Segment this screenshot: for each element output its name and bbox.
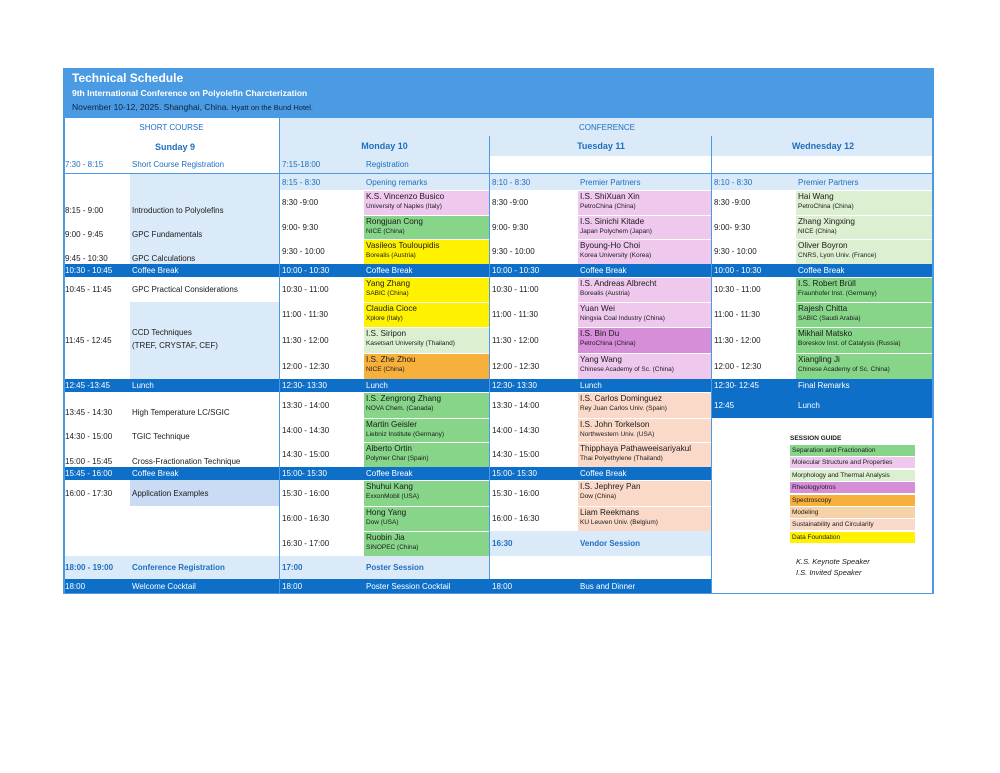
speaker-affiliation: SABIC (China): [366, 290, 409, 297]
speaker-affiliation: Xplore (Italy): [366, 315, 403, 322]
mon-talk-11-time: 15:30 - 16:00: [282, 488, 330, 498]
wed-open-label: Premier Partners: [796, 174, 934, 190]
mon-talk-2: [364, 215, 490, 239]
sc-s8-time: 15:00 - 15:45: [65, 457, 113, 466]
speaker-affiliation: Rey Juan Carlos Univ. (Spain): [580, 405, 667, 412]
grid-line: [63, 593, 934, 594]
sc-s5-sublabel: (TREF, CRYSTAF, CEF): [132, 341, 218, 350]
tue-talk-5: [578, 302, 712, 327]
tue-talk-3-time: 9:30 - 10:00: [492, 247, 535, 256]
speaker-name: Alberto Ortin: [366, 444, 412, 453]
tue-talk-1: [578, 190, 712, 215]
speaker-name: Martin Geisler: [366, 420, 417, 429]
speaker-name: Vasileos Touloupidis: [366, 241, 440, 250]
tue-cb1-label: Coffee Break: [578, 264, 712, 277]
mon-talk-11: [364, 480, 490, 506]
tue-talk-2: [578, 215, 712, 239]
wed-talk-1-time: 8:30 -9:00: [714, 198, 751, 207]
mon-lunch-time: 12:30- 13:30: [280, 379, 364, 392]
conference-name: 9th International Conference on Polyolefin Charcterization: [72, 88, 308, 98]
mon-talk-4: [364, 277, 490, 302]
grid-line: [489, 136, 490, 579]
mon-open-time: 8:15 - 8:30: [280, 174, 364, 190]
mon-talk-7-time: 12:00 - 12:30: [282, 361, 330, 371]
speaker-affiliation: Borealis (Austria): [580, 290, 630, 297]
speaker-affiliation: Ningxia Coal Industry (China): [580, 315, 665, 322]
wed-talk-3: [796, 239, 934, 264]
speaker-affiliation: NOVA Chem. (Canada): [366, 405, 434, 412]
mon-cb1-time: 10:00 - 10:30: [280, 264, 364, 277]
mon-poster-label: Poster Session: [364, 556, 490, 579]
sc-s3-label: GPC Calculations: [132, 254, 196, 263]
speaker-name: I.S. John Torkelson: [580, 420, 650, 429]
mon-talk-9: [364, 418, 490, 442]
sc-creg-label: Conference Registration: [130, 556, 280, 579]
guide-modeling: Modeling: [790, 507, 915, 518]
speaker-affiliation: NICE (China): [798, 228, 837, 235]
mon-talk-1-time: 8:30 -9:00: [282, 198, 319, 207]
speaker-affiliation: Chinese Academy of Sc. (China): [580, 366, 674, 373]
wed-talk-7: [796, 353, 934, 379]
tue-talk-10: [578, 442, 712, 467]
mon-talk-1: [364, 190, 490, 215]
tue-lunch-time: 12:30- 13:30: [490, 379, 578, 392]
tue-talk-7-time: 12:00 - 12:30: [492, 361, 540, 371]
sc-lunch-time: 12:45 -13:45: [63, 379, 130, 392]
sc-cb1-label: Coffee Break: [130, 264, 280, 277]
mon-reg-label: Registration: [364, 156, 490, 173]
speaker-affiliation: Thai Polyethylene (Thailand): [580, 455, 663, 462]
speaker-name: I.S. ShiXuan Xin: [580, 192, 640, 201]
wed-talk-5-time: 11:00 - 11:30: [714, 310, 760, 319]
sc-reg-label: Short Course Registration: [132, 160, 225, 169]
mon-talk-3-time: 9:30 - 10:00: [282, 247, 325, 256]
tue-talk-2-time: 9:00- 9:30: [492, 222, 529, 232]
day-monday: Monday 10: [280, 136, 489, 156]
grid-line: [279, 118, 280, 594]
mon-cb2-label: Coffee Break: [364, 467, 490, 480]
tue-talk-10-time: 14:30 - 15:00: [492, 450, 540, 459]
speaker-affiliation: KU Leuven Univ. (Belgium): [580, 519, 658, 526]
conference-dates: November 10-12, 2025. Shanghai, China.: [72, 102, 229, 112]
speaker-affiliation: NICE (China): [366, 228, 405, 235]
speaker-name: Ruobin Jia: [366, 533, 405, 542]
section-conference: CONFERENCE: [280, 118, 934, 136]
speaker-name: Claudia Cioce: [366, 304, 417, 313]
speaker-name: Hai Wang: [798, 192, 834, 201]
tue-bus-label: Bus and Dinner: [578, 579, 712, 593]
sc-creg-time: 18:00 - 19:00: [63, 556, 130, 579]
speaker-affiliation: SINOPEC (China): [366, 544, 419, 551]
guide-sustainability: Sustainability and Circularity: [790, 519, 915, 530]
speaker-name: Rongjuan Cong: [366, 217, 423, 226]
mon-talk-6-time: 11:30 - 12:00: [282, 335, 329, 345]
tue-talk-11: [578, 480, 712, 506]
speaker-affiliation: Fraunhofer Inst. (Germany): [798, 290, 877, 297]
schedule-header: [63, 68, 934, 118]
speaker-name: Liam Reekmans: [580, 508, 640, 517]
mon-poster-time: 17:00: [280, 556, 364, 579]
tue-open-time: 8:10 - 8:30: [490, 174, 578, 190]
speaker-affiliation: Polymer Char (Spain): [366, 455, 429, 462]
speaker-affiliation: CNRS, Lyon Univ. (France): [798, 252, 877, 259]
mon-talk-5-time: 11:00 - 11:30: [282, 310, 328, 319]
mon-cb1-label: Coffee Break: [364, 264, 490, 277]
sc-cb2-time: 15:45 - 16:00: [63, 467, 130, 480]
tue-lunch-label: Lunch: [578, 379, 712, 392]
tue-talk-8: [578, 392, 712, 418]
sc-s5-label: CCD Techniques: [132, 328, 192, 337]
sc-s7-label: TGIC Technique: [132, 432, 190, 441]
speaker-affiliation: Liebniz Institute (Germany): [366, 431, 445, 438]
speaker-affiliation: Dow (USA): [366, 519, 399, 526]
speaker-affiliation: NICE (China): [366, 366, 405, 373]
grid-line: [63, 173, 934, 174]
mon-talk-10: [364, 442, 490, 467]
sc-cb2-label: Coffee Break: [130, 467, 280, 480]
speaker-affiliation: Kasetsart University (Thailand): [366, 340, 455, 347]
conference-venue: Hyatt on the Bund Hotel.: [231, 103, 313, 112]
tue-vendor-label: Vendor Session: [578, 531, 712, 556]
sc-s5-time: 11:45 - 12:45: [65, 336, 112, 345]
tue-bus-time: 18:00: [490, 579, 578, 593]
guide-spectroscopy: Spectroscopy: [790, 495, 915, 506]
sc-wc-label: Welcome Cocktail: [130, 579, 280, 593]
day-tuesday: Tuesday 11: [490, 136, 712, 156]
wed-talk-7-time: 12:00 - 12:30: [714, 361, 762, 371]
speaker-name: Rajesh Chitta: [798, 304, 848, 313]
legend-keynote: K.S. Keynote Speaker: [796, 557, 870, 566]
speaker-name: I.S. Robert Brüll: [798, 279, 856, 288]
grid-line: [63, 118, 65, 594]
speaker-affiliation: University of Naples (Italy): [366, 203, 442, 210]
tue-cb2-label: Coffee Break: [578, 467, 712, 480]
speaker-name: Yang Zhang: [366, 279, 411, 288]
wed-final-time: 12:30- 12:45: [712, 379, 796, 392]
guide-data: Data Foundation: [790, 532, 915, 543]
technical-schedule: [63, 68, 934, 594]
mon-talk-10-time: 14:30 - 15:00: [282, 450, 330, 459]
mon-reg-time: 7:15-18:00: [280, 156, 364, 173]
mon-cb2-time: 15:00- 15:30: [280, 467, 364, 480]
speaker-affiliation: Dow (China): [580, 493, 617, 500]
tue-talk-5-time: 11:00 - 11:30: [492, 310, 538, 319]
speaker-affiliation: SABIC (Saudi Arabia): [798, 315, 861, 322]
speaker-name: I.S. Sinichi Kitade: [580, 217, 645, 226]
sc-cb1-time: 10:30 - 10:45: [63, 264, 130, 277]
mon-talk-5: [364, 302, 490, 327]
conference-dates-venue: [72, 102, 313, 112]
speaker-name: I.S. Jephrey Pan: [580, 482, 641, 491]
sc-s9-time: 16:00 - 17:30: [65, 488, 113, 498]
speaker-name: Xiangling Ji: [798, 355, 840, 364]
guide-rheology: Rheology/otros: [790, 482, 915, 493]
sc-s2-time: 9:00 - 9:45: [65, 230, 104, 239]
wed-talk-5: [796, 302, 934, 327]
mon-talk-12: [364, 506, 490, 531]
sc-s6-time: 13:45 - 14:30: [65, 408, 113, 417]
wed-lunch-time: 12:45: [712, 392, 796, 418]
speaker-name: I.S. Zhe Zhou: [366, 355, 416, 364]
speaker-affiliation: Boreskov Inst. of Catalysis (Russia): [798, 340, 901, 347]
mon-talk-3: [364, 239, 490, 264]
page-title: Technical Schedule: [72, 71, 184, 85]
speaker-affiliation: PetroChina (China): [580, 203, 636, 210]
mon-pc-time: 18:00: [280, 579, 364, 593]
speaker-name: Zhang Xingxing: [798, 217, 855, 226]
tue-talk-1-time: 8:30 -9:00: [492, 198, 529, 207]
grid-line: [932, 118, 934, 594]
guide-morphology: Morphology and Thermal Analysis: [790, 470, 915, 481]
mon-talk-9-time: 14:00 - 14:30: [282, 425, 330, 435]
mon-talk-2-time: 9:00- 9:30: [282, 222, 319, 232]
sc-s7-time: 14:30 - 15:00: [65, 432, 113, 441]
speaker-name: I.S. Zengrong Zhang: [366, 394, 442, 403]
speaker-name: Shuhui Kang: [366, 482, 413, 491]
tue-talk-6: [578, 327, 712, 353]
tue-open-label: Premier Partners: [578, 174, 712, 190]
speaker-name: K.S. Vincenzo Busico: [366, 192, 445, 201]
speaker-affiliation: Chinese Academy of Sc. China): [798, 366, 890, 373]
speaker-affiliation: Korea University (Korea): [580, 252, 652, 259]
speaker-name: Mikhail Matsko: [798, 329, 853, 338]
wed-final-label: Final Remarks: [796, 379, 934, 392]
mon-talk-4-time: 10:30 - 11:00: [282, 285, 329, 294]
speaker-name: Hong Yang: [366, 508, 407, 517]
legend-invited: I.S. Invited Speaker: [796, 568, 862, 577]
tue-talk-9: [578, 418, 712, 442]
wed-talk-6-time: 11:30 - 12:00: [714, 335, 761, 345]
day-wednesday: Wednesday 12: [712, 136, 934, 156]
wed-talk-2-time: 9:00- 9:30: [714, 222, 751, 232]
mon-talk-13-time: 16:30 - 17:00: [282, 539, 330, 548]
wed-lunch-label: Lunch: [796, 392, 934, 418]
grid-line: [711, 136, 712, 594]
tue-talk-8-time: 13:30 - 14:00: [492, 400, 540, 410]
sc-reg-time: 7:30 - 8:15: [65, 160, 104, 169]
wed-cb1-label: Coffee Break: [796, 264, 934, 277]
mon-talk-8: [364, 392, 490, 418]
tue-cb2-time: 15:00- 15:30: [490, 467, 578, 480]
wed-talk-4-time: 10:30 - 11:00: [714, 285, 761, 294]
sc-s9-label: Application Examples: [130, 480, 280, 506]
mon-talk-7: [364, 353, 490, 379]
speaker-name: I.S. Carlos Dominguez: [580, 394, 662, 403]
tue-cb1-time: 10:00 - 10:30: [490, 264, 578, 277]
sc-s4-time: 10:45 - 11:45: [65, 285, 112, 294]
mon-talk-13: [364, 531, 490, 556]
sc-wc-time: 18:00: [63, 579, 130, 593]
session-guide-title-text: SESSION GUIDE: [790, 435, 842, 442]
wed-open-time: 8:10 - 8:30: [712, 174, 796, 190]
speaker-affiliation: PetroChina (China): [798, 203, 854, 210]
tue-talk-9-time: 14:00 - 14:30: [492, 425, 540, 435]
day-sunday: Sunday 9: [154, 141, 195, 152]
tue-talk-4: [578, 277, 712, 302]
mon-lunch-label: Lunch: [364, 379, 490, 392]
speaker-name: Byoung-Ho Choi: [580, 241, 641, 250]
tue-talk-7: [578, 353, 712, 379]
wed-talk-4: [796, 277, 934, 302]
sc-s6-label: High Temperature LC/SGIC: [132, 408, 230, 417]
tue-talk-11-time: 15:30 - 16:00: [492, 488, 540, 498]
tue-talk-12: [578, 506, 712, 531]
guide-molecular: Molecular Structure and Properties: [790, 457, 915, 468]
guide-separation: Separation and Fractionation: [790, 445, 915, 456]
mon-open-label: Opening remarks: [364, 174, 490, 190]
mon-pc-label: Poster Session Cocktail: [364, 579, 490, 593]
tue-vendor-time: 16:30: [490, 531, 578, 556]
session-guide-title: [790, 433, 920, 444]
speaker-name: I.S. Bin Du: [580, 329, 620, 338]
mon-talk-6: [364, 327, 490, 353]
sc-s8-label: Cross-Fractionation Technique: [132, 457, 241, 466]
wed-talk-6: [796, 327, 934, 353]
speaker-affiliation: Northwestern Univ. (USA): [580, 431, 655, 438]
sc-lunch-label: Lunch: [130, 379, 280, 392]
speaker-affiliation: PetroChina (China): [580, 340, 636, 347]
tue-talk-3: [578, 239, 712, 264]
wed-talk-2: [796, 215, 934, 239]
speaker-name: Yuan Wei: [580, 304, 615, 313]
sc-s3-time: 9:45 - 10:30: [65, 254, 108, 263]
mon-talk-8-time: 13:30 - 14:00: [282, 400, 330, 410]
speaker-name: Yang Wang: [580, 355, 622, 364]
speaker-affiliation: ExxonMobil (USA): [366, 493, 420, 500]
sc-s1-label: Introduction to Polyolefins: [132, 206, 224, 215]
wed-cb1-time: 10:00 - 10:30: [712, 264, 796, 277]
speaker-affiliation: Japan Polychem (Japan): [580, 228, 652, 235]
sc-s2-label: GPC Fundamentals: [132, 230, 203, 239]
tue-talk-12-time: 16:00 - 16:30: [492, 514, 540, 523]
sc-s4-label: GPC Practical Considerations: [132, 285, 238, 294]
speaker-name: I.S. Andreas Albrecht: [580, 279, 657, 288]
wed-talk-1: [796, 190, 934, 215]
speaker-name: I.S. Siripon: [366, 329, 407, 338]
section-short-course: SHORT COURSE: [139, 122, 204, 132]
wed-talk-3-time: 9:30 - 10:00: [714, 247, 757, 256]
tue-talk-4-time: 10:30 - 11:00: [492, 285, 539, 294]
speaker-affiliation: Borealis (Austria): [366, 252, 416, 259]
speaker-name: Thipphaya Pathaweeisariyakul: [580, 444, 692, 453]
mon-talk-12-time: 16:00 - 16:30: [282, 514, 330, 523]
tue-talk-6-time: 11:30 - 12:00: [492, 335, 539, 345]
speaker-name: Oliver Boyron: [798, 241, 848, 250]
sc-s1-time: 8:15 - 9:00: [65, 206, 104, 215]
